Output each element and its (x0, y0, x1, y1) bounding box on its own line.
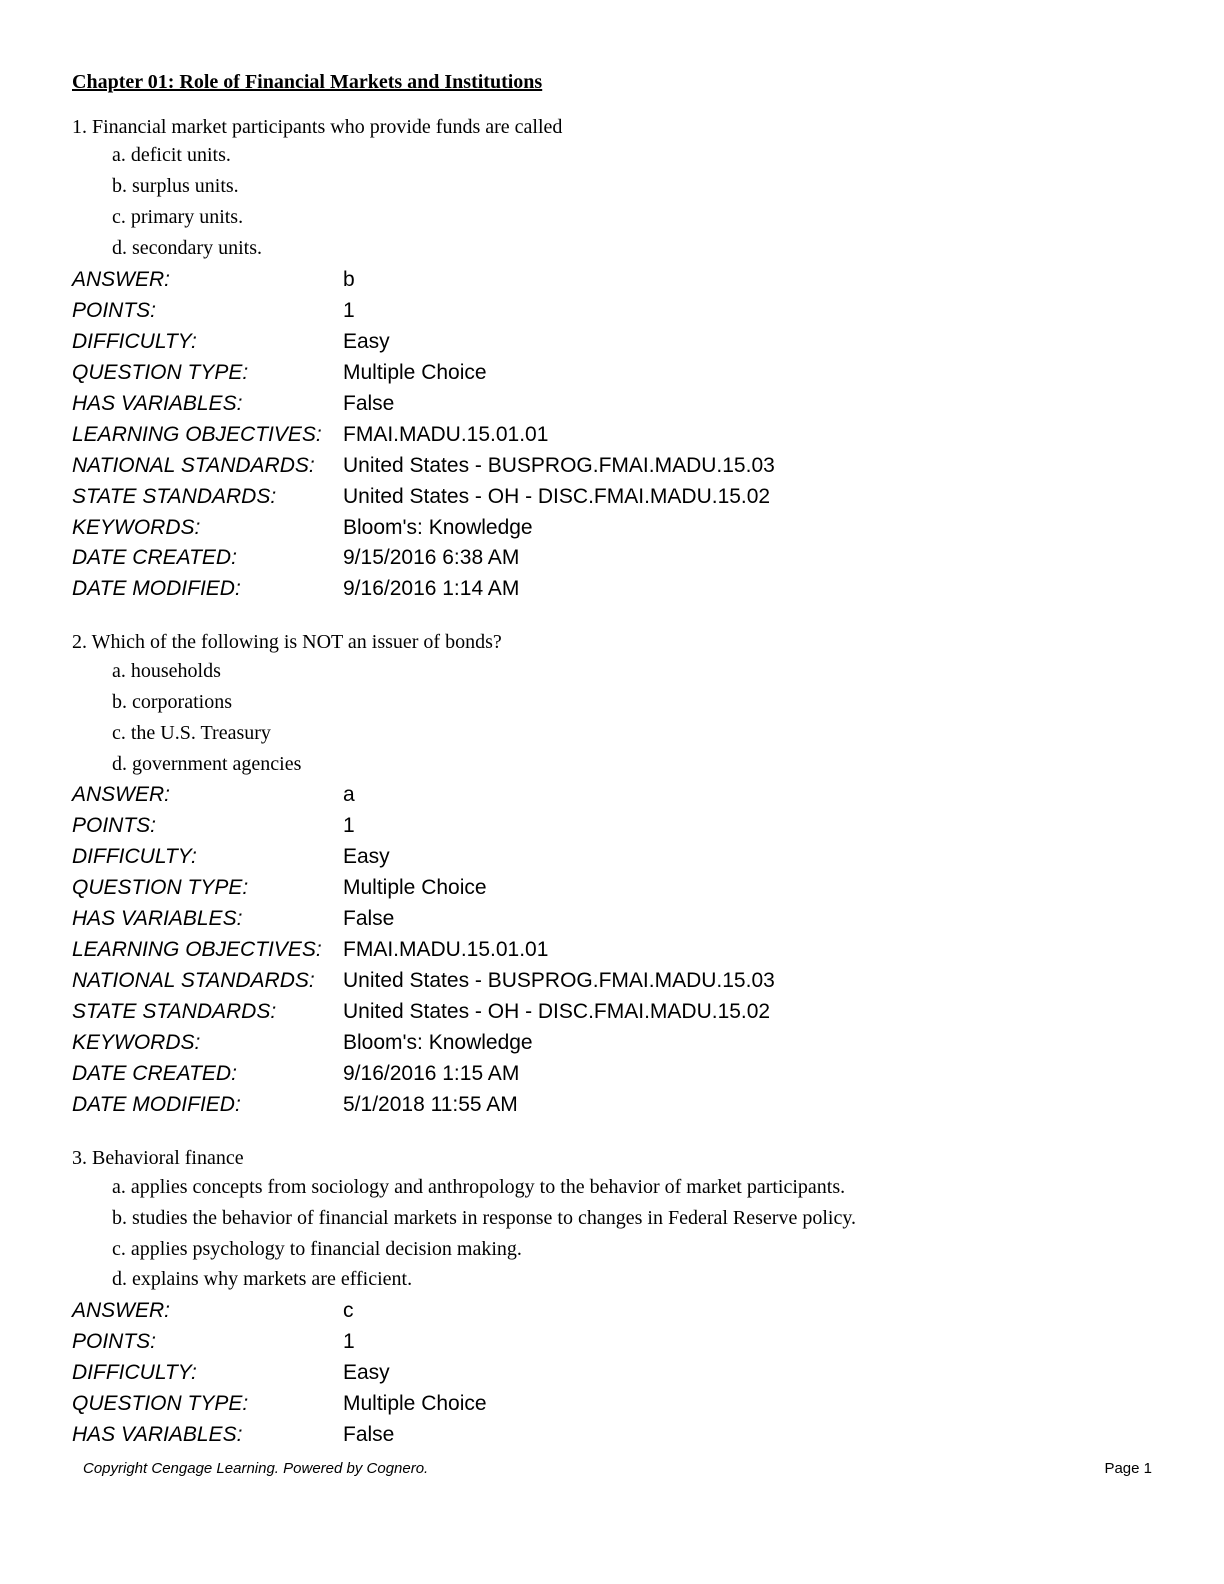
answer-choice-d: d. secondary units. (112, 237, 262, 259)
question-stem: 3. Behavioral finance (72, 1147, 244, 1169)
national-standards-value: United States - BUSPROG.FMAI.MADU.15.03 (343, 969, 775, 992)
has-variables-label: HAS VARIABLES: (72, 392, 243, 415)
points-label: POINTS: (72, 299, 157, 322)
state-standards-value: United States - OH - DISC.FMAI.MADU.15.02 (343, 1000, 771, 1023)
answer-choice-b: b. studies the behavior of financial markets in response to changes in Federal Reserve policy. (112, 1207, 857, 1229)
learning-objectives-label: LEARNING OBJECTIVES: (72, 938, 322, 961)
has-variables-label: HAS VARIABLES: (72, 907, 243, 930)
question-type-value: Multiple Choice (343, 876, 487, 899)
points-value: 1 (343, 1330, 355, 1353)
footer-copyright: Copyright Cengage Learning. Powered by Cognero. (83, 1460, 429, 1477)
state-standards-value: United States - OH - DISC.FMAI.MADU.15.02 (343, 485, 771, 508)
keywords-label: KEYWORDS: (72, 516, 201, 539)
date-created-value: 9/16/2016 1:15 AM (343, 1062, 520, 1085)
learning-objectives-value: FMAI.MADU.15.01.01 (343, 938, 549, 961)
difficulty-label: DIFFICULTY: (72, 845, 197, 868)
chapter-title: Chapter 01: Role of Financial Markets and Institutions (72, 71, 543, 93)
answer-choice-c: c. applies psychology to financial decision making. (112, 1238, 522, 1260)
answer-choice-a: a. households (112, 660, 221, 682)
learning-objectives-label: LEARNING OBJECTIVES: (72, 423, 322, 446)
has-variables-label: HAS VARIABLES: (72, 1423, 243, 1446)
answer-choice-d: d. explains why markets are efficient. (112, 1268, 413, 1290)
difficulty-value: Easy (343, 845, 390, 868)
answer-choice-b: b. surplus units. (112, 175, 239, 197)
date-created-label: DATE CREATED: (72, 1062, 237, 1085)
learning-objectives-value: FMAI.MADU.15.01.01 (343, 423, 549, 446)
national-standards-label: NATIONAL STANDARDS: (72, 969, 315, 992)
has-variables-value: False (343, 1423, 395, 1446)
answer-value: a (343, 783, 355, 806)
state-standards-label: STATE STANDARDS: (72, 485, 277, 508)
points-value: 1 (343, 814, 355, 837)
has-variables-value: False (343, 392, 395, 415)
date-modified-value: 9/16/2016 1:14 AM (343, 577, 520, 600)
question-type-label: QUESTION TYPE: (72, 1392, 249, 1415)
question-stem: 2. Which of the following is NOT an issuer of bonds? (72, 631, 502, 653)
points-label: POINTS: (72, 814, 157, 837)
date-modified-label: DATE MODIFIED: (72, 1093, 241, 1116)
answer-choice-d: d. government agencies (112, 753, 302, 775)
answer-label: ANSWER: (72, 1299, 171, 1322)
date-modified-label: DATE MODIFIED: (72, 577, 241, 600)
answer-choice-a: a. deficit units. (112, 144, 231, 166)
points-value: 1 (343, 299, 355, 322)
difficulty-label: DIFFICULTY: (72, 330, 197, 353)
answer-label: ANSWER: (72, 268, 171, 291)
points-label: POINTS: (72, 1330, 157, 1353)
question-type-value: Multiple Choice (343, 361, 487, 384)
page-number: Page 1 (1104, 1460, 1152, 1477)
question-stem: 1. Financial market participants who provide funds are called (72, 116, 563, 138)
answer-value: c (343, 1299, 354, 1322)
date-modified-value: 5/1/2018 11:55 AM (343, 1093, 518, 1116)
date-created-value: 9/15/2016 6:38 AM (343, 546, 520, 569)
difficulty-value: Easy (343, 330, 390, 353)
question-type-label: QUESTION TYPE: (72, 876, 249, 899)
date-created-label: DATE CREATED: (72, 546, 237, 569)
answer-choice-b: b. corporations (112, 691, 232, 713)
answer-label: ANSWER: (72, 783, 171, 806)
answer-choice-c: c. the U.S. Treasury (112, 722, 271, 744)
national-standards-value: United States - BUSPROG.FMAI.MADU.15.03 (343, 454, 775, 477)
answer-choice-c: c. primary units. (112, 206, 244, 228)
keywords-label: KEYWORDS: (72, 1031, 201, 1054)
state-standards-label: STATE STANDARDS: (72, 1000, 277, 1023)
answer-value: b (343, 268, 355, 291)
question-type-value: Multiple Choice (343, 1392, 487, 1415)
answer-choice-a: a. applies concepts from sociology and anthropology to the behavior of market participants. (112, 1176, 846, 1198)
keywords-value: Bloom's: Knowledge (343, 516, 533, 539)
difficulty-label: DIFFICULTY: (72, 1361, 197, 1384)
has-variables-value: False (343, 907, 395, 930)
national-standards-label: NATIONAL STANDARDS: (72, 454, 315, 477)
difficulty-value: Easy (343, 1361, 390, 1384)
question-type-label: QUESTION TYPE: (72, 361, 249, 384)
keywords-value: Bloom's: Knowledge (343, 1031, 533, 1054)
